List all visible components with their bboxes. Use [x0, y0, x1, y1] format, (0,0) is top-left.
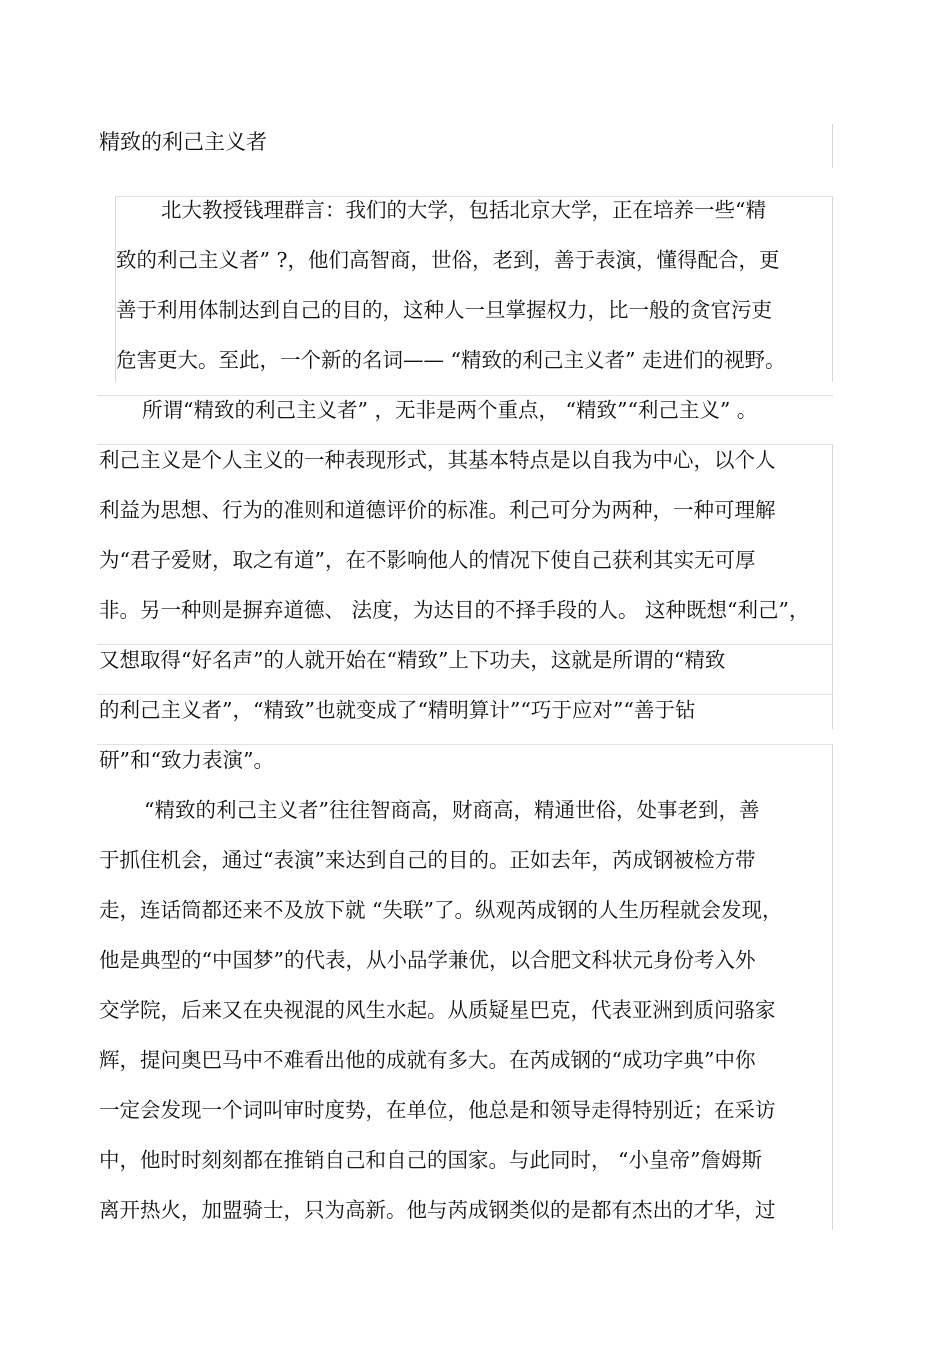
rule-right-4 [832, 744, 833, 1230]
text-line: 他是典型的“中国梦”的代表，从小品学兼优，以合肥文科状元身份考入外 [99, 948, 756, 972]
text-line: 交学院，后来又在央视混的风生水起。从质疑星巴克，代表亚洲到质问骆家 [99, 998, 776, 1022]
text-line: 所谓“精致的利己主义者” ，无非是两个重点， “精致”“利己主义” 。 [142, 398, 758, 422]
rule-h-5 [97, 694, 833, 695]
text-line: 又想取得“好名声”的人就开始在“精致”上下功夫，这就是所谓的“精致 [99, 648, 726, 672]
text-line: 非。另一种则是摒弃道德、 法度，为达目的不择手段的人。 这种既想“利己”， [99, 598, 810, 622]
text-line: 于抓住机会，通过“表演”来达到自己的目的。正如去年，芮成钢被检方带 [99, 848, 756, 872]
rule-right-1 [832, 124, 833, 168]
rule-right-3 [832, 444, 833, 729]
rule-h-3 [97, 444, 833, 445]
rule-h-6 [97, 744, 833, 745]
text-line: 中，他时时刻刻都在推销自己和自己的国家。与此同时， “小皇帝”詹姆斯 [99, 1148, 762, 1172]
text-line: 走，连话筒都还来不及放下就 “失联”了。纵观芮成钢的人生历程就会发现， [99, 898, 783, 922]
text-line: 利己主义是个人主义的一种表现形式，其基本特点是以自我为中心，以个人 [99, 448, 776, 472]
text-line: 利益为思想、行为的准则和道德评价的标准。利己可分为两种，一种可理解 [99, 498, 776, 522]
document-title: 精致的利己主义者 [99, 130, 267, 154]
text-line: 善于利用体制达到自己的目的，这种人一旦掌握权力，比一般的贪官污吏 [116, 298, 772, 322]
text-line: 致的利己主义者” ?，他们高智商，世俗，老到，善于表演，懂得配合，更 [116, 248, 780, 272]
text-line: 辉，提问奥巴马中不难看出他的成就有多大。在芮成钢的“成功字典”中你 [99, 1048, 756, 1072]
text-line: 离开热火，加盟骑士，只为高新。他与芮成钢类似的是都有杰出的才华，过 [99, 1198, 776, 1222]
rule-right-2 [832, 196, 833, 382]
text-line: “精致的利己主义者”往往智商高，财商高，精通世俗，处事老到，善 [144, 798, 760, 822]
rule-h-4 [97, 644, 833, 645]
text-line: 北大教授钱理群言：我们的大学，包括北京大学，正在培养一些“精 [161, 198, 766, 222]
text-line: 的利己主义者”，“精致”也就变成了“精明算计”“巧于应对”“善于钻 [99, 698, 696, 722]
text-line: 为“君子爱财，取之有道”，在不影响他人的情况下使自己获利其实无可厚 [99, 548, 756, 572]
text-line: 研”和“致力表演”。 [99, 748, 274, 772]
text-line: 危害更大。至此，一个新的名词—— “精致的利己主义者” 走进们的视野。 [116, 348, 786, 372]
text-line: 一定会发现一个词叫审时度势，在单位，他总是和领导走得特别近；在采访 [99, 1098, 776, 1122]
